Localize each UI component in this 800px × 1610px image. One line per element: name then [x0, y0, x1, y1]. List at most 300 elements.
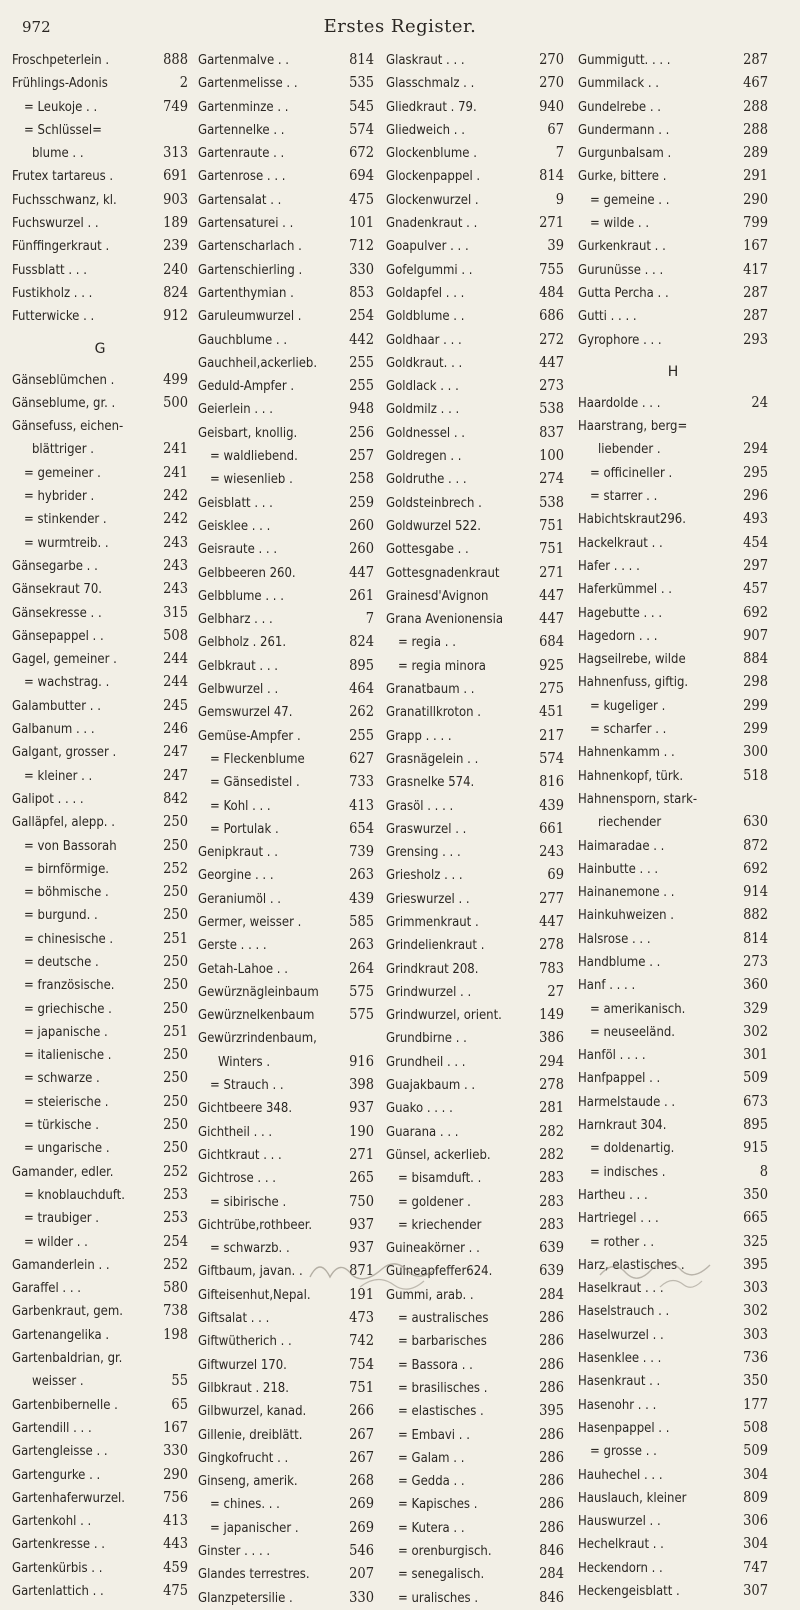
entry-term: Grundbirne . .: [386, 1031, 467, 1047]
index-entry: [198, 864, 374, 887]
entry-term: Gundelrebe . .: [578, 99, 661, 115]
page-title: Erstes Register.: [323, 16, 477, 37]
entry-term: Gewürzrindenbaum,: [198, 1031, 317, 1047]
index-entry: [12, 1300, 188, 1323]
entry-page-number: 281: [539, 1100, 564, 1117]
index-entry: [386, 1144, 564, 1167]
entry-page-number: 287: [743, 284, 768, 301]
entry-term: = französische.: [24, 978, 115, 994]
entry-term: Guineakörner . .: [386, 1241, 480, 1257]
entry-term: Hagseilrebe, wilde: [578, 652, 686, 668]
entry-page-number: 289: [743, 145, 768, 162]
index-entry: [12, 695, 188, 718]
entry-page-number: 252: [163, 860, 188, 877]
entry-term: Grindkraut 208.: [386, 961, 479, 977]
entry-page-number: 575: [349, 1007, 374, 1024]
entry-term: Gänsefuss, eichen-: [12, 419, 124, 435]
entry-page-number: 247: [163, 767, 188, 784]
entry-term: Galipot . . . .: [12, 791, 84, 807]
entry-page-number: 747: [743, 1559, 768, 1576]
index-entry: [386, 1377, 564, 1400]
entry-term: Gichtkraut . . .: [198, 1147, 282, 1163]
entry-term: Gartenminze . .: [198, 99, 289, 115]
entry-term: Geduld-Ampfer .: [198, 379, 295, 395]
entry-page-number: 266: [349, 1403, 374, 1420]
index-entry: [578, 578, 768, 601]
entry-page-number: 250: [163, 1070, 188, 1087]
index-entry: [12, 235, 188, 258]
entry-page-number: 255: [349, 354, 374, 371]
entry-page-number: 948: [349, 401, 374, 418]
entry-term: Gutti . . . .: [578, 309, 637, 325]
entry-page-number: 7: [365, 611, 374, 628]
entry-term: Graswurzel . .: [386, 821, 467, 837]
index-entry: [386, 1400, 564, 1423]
entry-term: Geisraute . . .: [198, 542, 278, 558]
entry-page-number: 447: [539, 587, 564, 604]
entry-page-number: 395: [539, 1403, 564, 1420]
index-entry: [12, 369, 188, 392]
entry-page-number: 253: [163, 1210, 188, 1227]
entry-term: Gartensalat . .: [198, 192, 282, 208]
index-entry: [386, 1191, 564, 1214]
entry-page-number: 65: [171, 1396, 188, 1413]
index-entry: [198, 1540, 374, 1563]
index-entry: [386, 1004, 564, 1027]
entry-page-number: 814: [349, 52, 374, 68]
entry-page-number: 882: [743, 907, 768, 924]
entry-term: Giftwurzel 170.: [198, 1357, 287, 1373]
index-entry: [386, 398, 564, 421]
entry-term: = grosse . .: [590, 1444, 657, 1460]
entry-term: Froschpeterlein .: [12, 53, 110, 68]
entry-page-number: 255: [349, 378, 374, 395]
entry-term: = officineller .: [590, 465, 673, 481]
index-entry: [12, 1067, 188, 1090]
entry-page-number: 750: [349, 1193, 374, 1210]
entry-page-number: 255: [349, 727, 374, 744]
entry-term: Gummilack . .: [578, 76, 659, 92]
entry-term: Haarstrang, berg=: [578, 419, 688, 435]
entry-term: blume . .: [32, 146, 84, 162]
entry-page-number: 907: [743, 627, 768, 644]
index-entry: [578, 718, 768, 741]
index-entry: [198, 515, 374, 538]
index-entry: [578, 1044, 768, 1067]
index-entry: [198, 888, 374, 911]
entry-term: Gutta Percha . .: [578, 285, 669, 301]
entry-term: Grasnägelein . .: [386, 751, 479, 767]
index-entry: [578, 259, 768, 282]
entry-term: Grainesd'Avignon: [386, 588, 489, 604]
entry-term: = rother . .: [590, 1234, 655, 1250]
entry-page-number: 903: [163, 191, 188, 208]
index-entry: [12, 1091, 188, 1114]
index-entry: [12, 142, 188, 165]
index-entry: [198, 1097, 374, 1120]
index-entry: [578, 695, 768, 718]
entry-page-number: 360: [743, 977, 768, 994]
index-entry: [198, 259, 374, 282]
index-entry: [12, 1114, 188, 1137]
entry-term: Gartenlattich . .: [12, 1584, 104, 1599]
section-letter: H: [667, 363, 679, 380]
entry-page-number: 243: [163, 581, 188, 598]
entry-page-number: 254: [349, 308, 374, 325]
entry-page-number: 684: [539, 634, 564, 651]
index-entry: [12, 951, 188, 974]
entry-page-number: 290: [743, 191, 768, 208]
entry-page-number: 895: [743, 1117, 768, 1134]
entry-term: Hahnenkamm . .: [578, 745, 675, 761]
entry-term: Gartenmalve . .: [198, 53, 290, 68]
index-entry: [578, 811, 768, 834]
entry-term: = brasilisches .: [398, 1380, 488, 1396]
index-entry: [198, 1330, 374, 1353]
entry-page-number: 267: [349, 1426, 374, 1443]
entry-term: Gurunüsse . . .: [578, 262, 664, 278]
entry-page-number: 243: [163, 534, 188, 551]
entry-page-number: 398: [349, 1077, 374, 1094]
entry-term: Hahnensporn, stark-: [578, 791, 698, 807]
entry-page-number: 283: [539, 1170, 564, 1187]
entry-page-number: 508: [163, 627, 188, 644]
entry-page-number: 167: [163, 1419, 188, 1436]
entry-page-number: 250: [163, 953, 188, 970]
entry-term: Hauswurzel . .: [578, 1514, 661, 1530]
index-entry: [386, 1074, 564, 1097]
index-entry: [386, 189, 564, 212]
index-entry: [12, 1044, 188, 1067]
index-entry: [386, 1330, 564, 1353]
entry-page-number: 250: [163, 1117, 188, 1134]
entry-page-number: 733: [349, 774, 374, 791]
entry-term: Gemswurzel 47.: [198, 705, 293, 721]
entry-page-number: 575: [349, 983, 374, 1000]
entry-page-number: 270: [539, 52, 564, 68]
entry-page-number: 417: [743, 261, 768, 278]
entry-page-number: 325: [743, 1233, 768, 1250]
entry-page-number: 484: [539, 284, 564, 301]
index-entry: [578, 438, 768, 461]
index-entry: [578, 508, 768, 531]
entry-term: Gurke, bittere .: [578, 169, 667, 185]
entry-term: = gemeiner .: [24, 465, 101, 481]
entry-page-number: 350: [743, 1373, 768, 1390]
entry-term: Geisbart, knollig.: [198, 425, 298, 441]
index-entry: [386, 1470, 564, 1493]
entry-page-number: 288: [743, 98, 768, 115]
entry-term: = wilde . .: [590, 216, 650, 232]
entry-term: Habichtskraut296.: [578, 512, 686, 528]
entry-term: Hasenklee . . .: [578, 1351, 662, 1367]
index-entry: [12, 928, 188, 951]
entry-page-number: 940: [539, 98, 564, 115]
entry-page-number: 284: [539, 1566, 564, 1583]
index-entry: [12, 392, 188, 415]
index-entry: [578, 1464, 768, 1487]
entry-page-number: 262: [349, 704, 374, 721]
entry-term: Gilbwurzel, kanad.: [198, 1404, 307, 1420]
entry-term: Grindwurzel . .: [386, 984, 472, 1000]
entry-term: Gingkofrucht . .: [198, 1450, 289, 1466]
index-entry: [198, 585, 374, 608]
entry-term: Garuleumwurzel .: [198, 309, 302, 325]
entry-page-number: 250: [163, 814, 188, 831]
entry-term: Geraniumöl . .: [198, 891, 281, 907]
index-entry: [198, 818, 374, 841]
entry-page-number: 837: [539, 424, 564, 441]
entry-page-number: 286: [539, 1519, 564, 1536]
entry-page-number: 574: [539, 750, 564, 767]
entry-term: Handblume . .: [578, 954, 661, 970]
entry-term: Guajakbaum . .: [386, 1078, 476, 1094]
entry-term: Hartriegel . . .: [578, 1211, 659, 1227]
entry-term: Granatillkroton .: [386, 705, 481, 721]
section-letter: G: [94, 340, 106, 357]
entry-page-number: 738: [163, 1303, 188, 1320]
entry-page-number: 630: [743, 814, 768, 831]
entry-term: = Kutera . .: [398, 1520, 465, 1536]
entry-term: Gänseblume, gr. .: [12, 395, 116, 411]
index-entry: [386, 1214, 564, 1237]
entry-page-number: 286: [539, 1449, 564, 1466]
entry-page-number: 55: [171, 1373, 188, 1390]
entry-page-number: 267: [349, 1449, 374, 1466]
entry-term: Hauslauch, kleiner: [578, 1490, 687, 1506]
entry-term: = senegalisch.: [398, 1567, 485, 1583]
entry-page-number: 273: [539, 378, 564, 395]
entry-term: Hagedorn . . .: [578, 628, 658, 644]
entry-term: Winters .: [218, 1054, 271, 1070]
entry-page-number: 306: [743, 1513, 768, 1530]
index-column-1: [12, 49, 188, 1603]
entry-term: Harnkraut 304.: [578, 1118, 667, 1134]
entry-term: liebender .: [598, 442, 661, 458]
entry-term: Garbenkraut, gem.: [12, 1304, 123, 1320]
entry-term: = goldener .: [398, 1194, 471, 1210]
entry-term: Guarana . . .: [386, 1124, 459, 1140]
index-entry: [578, 1440, 768, 1463]
index-entry: [578, 282, 768, 305]
index-entry: [198, 1074, 374, 1097]
index-entry: [12, 858, 188, 881]
entry-term: Gelbkraut . . .: [198, 658, 278, 674]
entry-term: Haselstrauch . .: [578, 1304, 670, 1320]
entry-page-number: 639: [539, 1263, 564, 1280]
entry-term: = wiesenlieb .: [210, 472, 293, 488]
entry-term: Gänsegarbe . .: [12, 558, 98, 574]
index-entry: [198, 1167, 374, 1190]
entry-page-number: 251: [163, 930, 188, 947]
entry-term: Giftbaum, javan. .: [198, 1264, 303, 1280]
index-entry: [578, 532, 768, 555]
entry-page-number: 256: [349, 424, 374, 441]
entry-term: = burgund. .: [24, 908, 98, 924]
entry-term: = waldliebend.: [210, 449, 298, 465]
index-entry: [198, 934, 374, 957]
entry-page-number: 298: [743, 674, 768, 691]
index-entry: [386, 49, 564, 72]
entry-page-number: 242: [163, 488, 188, 505]
entry-term: Ginster . . . .: [198, 1544, 271, 1559]
index-entry: [198, 1144, 374, 1167]
entry-term: Gichtheil . . .: [198, 1124, 273, 1140]
entry-term: = deutsche .: [24, 954, 99, 970]
entry-term: Goldnessel . .: [386, 425, 465, 441]
entry-term: Grapp . . . .: [386, 728, 452, 744]
index-entry: [578, 858, 768, 881]
index-entry: [578, 1533, 768, 1556]
index-entry: [12, 835, 188, 858]
entry-term: Fussblatt . . .: [12, 262, 87, 278]
index-entry: [386, 981, 564, 1004]
index-entry: [578, 1021, 768, 1044]
index-entry: [386, 585, 564, 608]
entry-term: = sibirische .: [210, 1194, 287, 1210]
entry-page-number: 464: [349, 681, 374, 698]
entry-page-number: 287: [743, 308, 768, 325]
index-entry: [386, 515, 564, 538]
entry-term: Grindwurzel, orient.: [386, 1008, 502, 1024]
index-entry: [12, 96, 188, 119]
index-entry: [578, 881, 768, 904]
entry-page-number: 814: [539, 168, 564, 185]
entry-page-number: 286: [539, 1310, 564, 1327]
index-entry: [578, 1300, 768, 1323]
entry-page-number: 294: [539, 1053, 564, 1070]
entry-term: Galambutter . .: [12, 698, 101, 714]
index-entry: [578, 329, 768, 352]
entry-term: = traubiger .: [24, 1211, 100, 1227]
index-entry: [198, 631, 374, 654]
entry-term: = wurmtreib. .: [24, 535, 109, 551]
index-entry: [386, 259, 564, 282]
entry-term: = böhmische .: [24, 885, 109, 901]
entry-term: Haimaradae . .: [578, 838, 665, 854]
index-entry: [12, 1137, 188, 1160]
index-entry: [198, 748, 374, 771]
index-entry: [12, 532, 188, 555]
entry-term: Fuchswurzel . .: [12, 216, 99, 232]
entry-page-number: 937: [349, 1240, 374, 1257]
entry-page-number: 751: [539, 517, 564, 534]
entry-term: = italienische .: [24, 1048, 112, 1064]
entry-page-number: 443: [163, 1536, 188, 1553]
entry-page-number: 299: [743, 697, 768, 714]
entry-page-number: 177: [743, 1396, 768, 1413]
entry-page-number: 330: [349, 261, 374, 278]
entry-page-number: 240: [163, 261, 188, 278]
entry-page-number: 846: [539, 1543, 564, 1559]
entry-term: Gerste . . . .: [198, 938, 267, 954]
entry-term: Glasschmalz . .: [386, 76, 475, 92]
entry-term: = schwarzb. .: [210, 1241, 290, 1257]
index-entry: [578, 1394, 768, 1417]
entry-page-number: 302: [743, 1023, 768, 1040]
entry-term: weisser .: [32, 1374, 84, 1390]
entry-term: = wachstrag. .: [24, 675, 110, 691]
index-entry: [198, 701, 374, 724]
entry-term: Guineapfeffer624.: [386, 1264, 493, 1280]
entry-page-number: 585: [349, 913, 374, 930]
entry-page-number: 872: [743, 837, 768, 854]
entry-page-number: 254: [163, 1233, 188, 1250]
entry-term: Hechelkraut . .: [578, 1537, 664, 1553]
entry-term: Gurkenkraut . .: [578, 239, 666, 255]
index-entry: [12, 508, 188, 531]
index-entry: [12, 555, 188, 578]
entry-page-number: 8: [759, 1163, 768, 1180]
index-entry: [578, 1114, 768, 1137]
entry-page-number: 291: [743, 168, 768, 185]
entry-term: Gauchblume . .: [198, 332, 288, 348]
entry-term: Gottesgabe . .: [386, 542, 469, 558]
entry-page-number: 888: [163, 52, 188, 68]
index-entry: [198, 608, 374, 631]
index-entry: [386, 468, 564, 491]
index-entry: [578, 165, 768, 188]
entry-page-number: 270: [539, 75, 564, 92]
index-entry: [386, 1097, 564, 1120]
index-entry: [12, 72, 188, 95]
entry-page-number: 304: [743, 1466, 768, 1483]
index-entry: [578, 96, 768, 119]
entry-term: Hackelkraut . .: [578, 535, 663, 551]
entry-term: Gartenhaferwurzel.: [12, 1490, 126, 1506]
entry-page-number: 742: [349, 1333, 374, 1350]
entry-page-number: 783: [539, 960, 564, 977]
index-entry: [12, 1184, 188, 1207]
entry-page-number: 824: [349, 634, 374, 651]
index-entry: [386, 608, 564, 631]
entry-page-number: 297: [743, 557, 768, 574]
entry-term: Gundermann . .: [578, 122, 670, 138]
entry-page-number: 912: [163, 308, 188, 325]
index-entry: [386, 771, 564, 794]
entry-page-number: 447: [349, 564, 374, 581]
entry-page-number: 846: [539, 1589, 564, 1606]
entry-term: Hanf . . . .: [578, 978, 636, 994]
entry-term: Hahnenfuss, giftig.: [578, 675, 689, 691]
entry-page-number: 286: [539, 1496, 564, 1513]
entry-term: Hafer . . . .: [578, 558, 640, 574]
index-entry: [578, 998, 768, 1021]
index-entry: [578, 671, 768, 694]
index-entry: [198, 492, 374, 515]
entry-page-number: 499: [163, 371, 188, 388]
entry-page-number: 286: [539, 1473, 564, 1490]
entry-page-number: 39: [547, 238, 564, 255]
entry-term: Frühlings-Adonis: [12, 76, 108, 92]
index-entry: [578, 1580, 768, 1603]
entry-term: = scharfer . .: [590, 722, 667, 738]
entry-term: Goldapfel . . .: [386, 285, 465, 301]
entry-page-number: 260: [349, 541, 374, 558]
entry-term: = japanischer .: [210, 1520, 299, 1536]
entry-term: = stinkender .: [24, 512, 107, 528]
entry-term: = ungarische .: [24, 1141, 110, 1157]
entry-page-number: 167: [743, 238, 768, 255]
entry-page-number: 250: [163, 1093, 188, 1110]
index-entry: [386, 1563, 564, 1586]
entry-page-number: 269: [349, 1496, 374, 1513]
entry-term: Gamanderlein . .: [12, 1257, 110, 1273]
entry-term: Ginseng, amerik.: [198, 1474, 298, 1490]
index-entry: [12, 1580, 188, 1603]
index-entry: [12, 462, 188, 485]
index-entry: [12, 1440, 188, 1463]
